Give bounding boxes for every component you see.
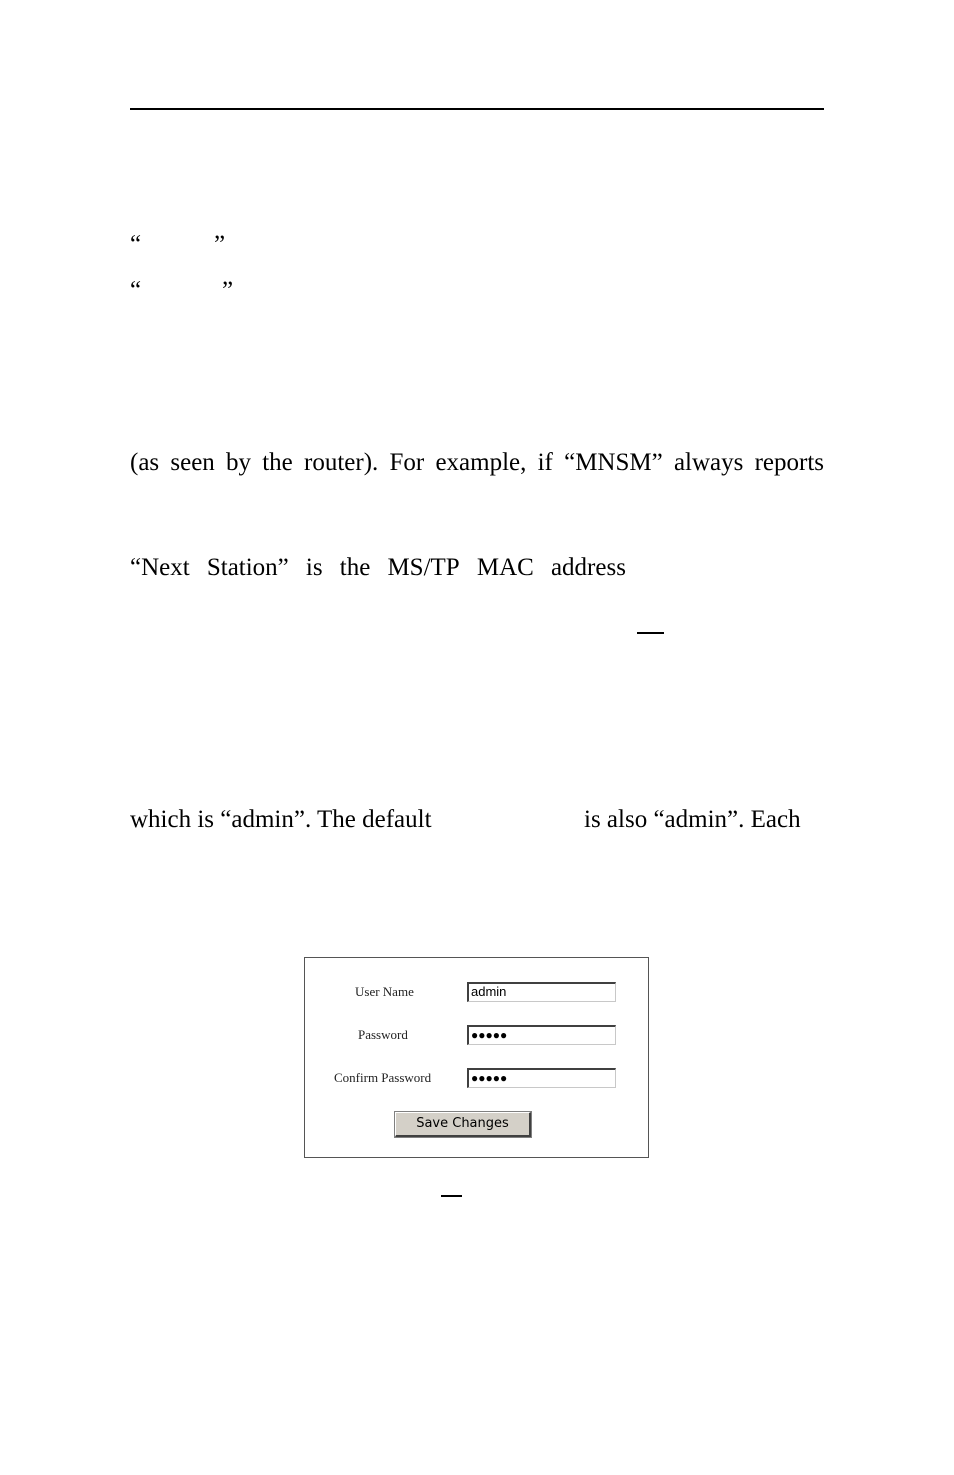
word: by	[226, 449, 252, 476]
quote-open-1: “	[130, 231, 142, 258]
word: MAC	[476, 554, 534, 581]
word: is	[305, 554, 323, 581]
header-rule	[130, 108, 824, 110]
paragraph-line-router	[130, 448, 824, 478]
user-name-label: User Name	[355, 984, 414, 999]
word: address	[550, 554, 626, 581]
word: (as	[130, 449, 160, 476]
figure-caption-dash	[441, 1195, 462, 1197]
word: Station”	[206, 554, 289, 581]
paragraph-line-admin-left: which is “admin”. The default	[130, 806, 432, 833]
word: reports	[754, 449, 824, 476]
word: “Next	[130, 554, 190, 581]
word: if	[537, 449, 553, 476]
em-dash-rule	[637, 632, 664, 634]
user-settings-form	[304, 957, 649, 1158]
confirm-password-label: Confirm Password	[334, 1070, 432, 1085]
paragraph-line-next-station	[130, 553, 626, 583]
user-name-input[interactable]: admin	[467, 982, 616, 1002]
word: example,	[435, 449, 527, 476]
quote-open-2: “	[130, 277, 142, 304]
word: the	[339, 554, 371, 581]
quote-close-1: ”	[214, 231, 226, 258]
word: router).	[304, 449, 379, 476]
word: the	[262, 449, 293, 476]
password-label: Password	[358, 1027, 408, 1042]
word: MS/TP	[387, 554, 460, 581]
confirm-password-input[interactable]: ●●●●●	[467, 1068, 616, 1088]
word: For	[389, 449, 425, 476]
word: “MNSM”	[564, 449, 663, 476]
word: seen	[170, 449, 215, 476]
password-input[interactable]: ●●●●●	[467, 1025, 616, 1045]
paragraph-line-admin-right: is also “admin”. Each	[584, 806, 801, 833]
save-changes-button[interactable]: Save Changes	[395, 1112, 531, 1137]
word: always	[673, 449, 744, 476]
quote-close-2: ”	[222, 277, 234, 304]
